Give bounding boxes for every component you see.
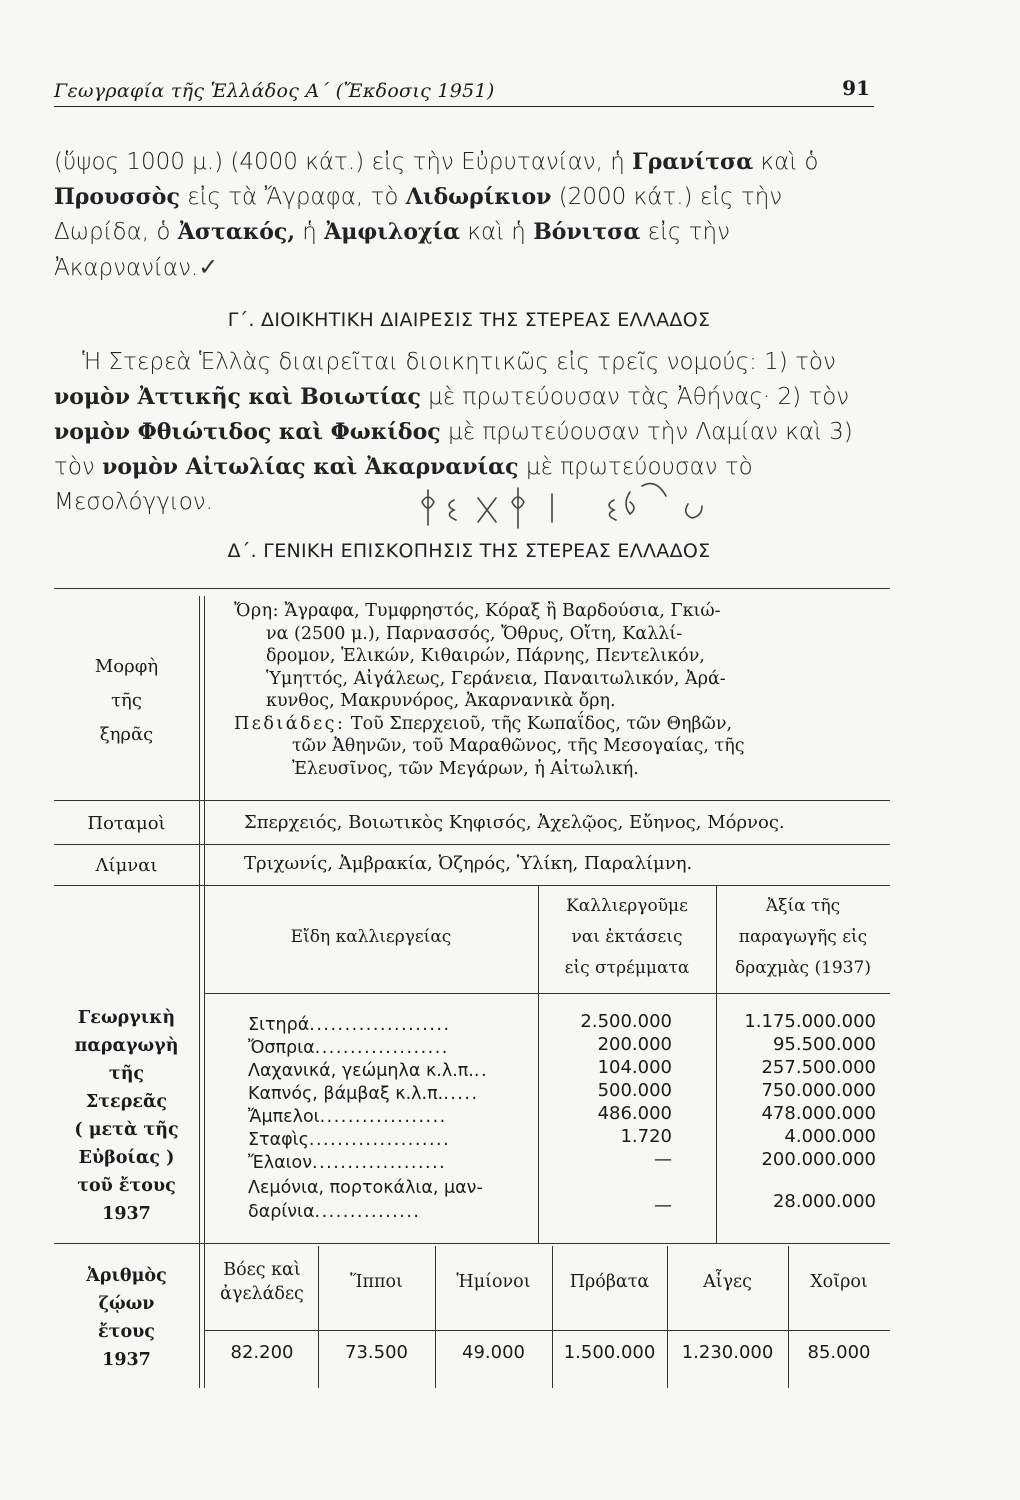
table-rule [54,800,890,801]
mountains-cell: Ὄρη: Ἄγραφα, Τυμφρηστός, Κόραξ ἢ Βαρδούσια, Γκιώ- να (2500 μ.), Παρνασσός, Ὄθρυς, Οἴτη, Καλλί- δρομον, Ἑλικών, Κιθαιρών, Πάρνης, Πεντελικόν, Ὑμηττός, Αἰγάλεως, Γεράνεια, Παναιτωλικόν, Ἀρά- κυνθος, Μακρυνόρος, Ἀκαρνανικὰ ὄρη. Πεδιάδες: Τοῦ Σπερχειοῦ, τῆς Κωπαΐδος, τῶν Θηβῶν, τῶν Ἀθηνῶν, τοῦ Μαραθῶνος, τῆς Μεσογαίας, τῆς Ἐλευσῖνος, τῶν Μεγάρων, ἡ Αἰτωλική. [234,601,745,779]
animal-header-goats: Αἶγες [703,1272,752,1292]
animal-header-horses: Ἵπποι [350,1272,403,1292]
value-citrus: 28.000.000 [772,1191,876,1212]
area-legumes: 200.000 [597,1034,672,1055]
crop-row-raisins: Σταφὶς.................... [248,1130,451,1150]
animal-value-cattle: 82.200 [230,1342,294,1363]
crop-value-header: Ἀξία τῆς παραγωγῆς εἰς δραχμὰς (1937) [735,896,871,978]
animals-label: Ἀριθμὸς ζῴων ἔτους 1937 [86,1266,167,1370]
lakes-value: Τριχωνίς, Ἀμβρακία, Ὀζηρός, Ὑλίκη, Παραλίμνη. [244,853,693,874]
intro-paragraph: (ὕψος 1000 μ.) (4000 κάτ.) εἰς τὴν Εὐρυτανίαν, ἡ Γρανίτσα καὶ ὁ Προυσσὸς εἰς τὰ Ἄγραφα, τὸ Λιδωρίκιον (2000 κάτ.) εἰς τὴν Δωρίδα, ὁ Ἀστακός, ἡ Ἀμφιλοχία καὶ ἡ Βόνιτσα εἰς τὴν Ἀκαρνανίαν.✓ [54,149,819,281]
value-vineyards: 478.000.000 [761,1103,876,1124]
area-cereals: 2.500.000 [580,1011,672,1032]
table-rule [318,1246,319,1388]
area-vegetables: 104.000 [597,1057,672,1078]
table-rule [54,588,890,589]
table-rule [199,596,200,1388]
crop-kind-header: Εἴδη καλλιεργείας [290,927,452,947]
section-d-heading: Δ΄. ΓΕΝΙΚΗ ΕΠΙΣΚΟΠΗΣΙΣ ΤΗΣ ΣΤΕΡΕΑΣ ΕΛΛΑΔΟΣ [227,540,711,562]
animal-header-pigs: Χοῖροι [810,1272,868,1292]
rivers-label: Ποταμοὶ [87,813,166,834]
overview-table [54,588,890,1388]
area-citrus: — [654,1195,672,1216]
table-rule [788,1246,789,1388]
value-legumes: 95.500.000 [772,1034,876,1055]
value-olive-oil: 200.000.000 [761,1149,876,1170]
table-rule [667,1246,668,1388]
table-rule [204,596,205,1388]
value-raisins: 4.000.000 [784,1126,876,1147]
crop-row-vineyards: Ἄμπελοι.................. [248,1107,447,1127]
agriculture-label: Γεωργικὴ παραγωγὴ τῆς Στερεᾶς ( μετὰ τῆς Εὐβοίας ) τοῦ ἔτους 1937 [74,1008,179,1224]
area-olive-oil: — [654,1149,672,1170]
header-title: Γεωγραφία τῆς Ἑλλάδος Α΄ (Ἔκδοσις 1951) [54,80,495,102]
section-g-heading: Γ΄. ΔΙΟΙΚΗΤΙΚΗ ΔΙΑΙΡΕΣΙΣ ΤΗΣ ΣΤΕΡΕΑΣ ΕΛΛΑΔΟΣ [227,309,711,331]
crop-area-header: Καλλιεργοῦμε ναι ἐκτάσεις εἰς στρέμματα [564,896,690,978]
table-rule [54,885,890,886]
animal-value-horses: 73.500 [345,1342,408,1363]
table-rule [552,1246,553,1388]
table-rule [435,1246,436,1388]
handwritten-scribble [416,480,726,540]
animal-value-mules: 49.000 [462,1342,525,1363]
animal-header-cattle: Βόες καὶ ἀγελάδες [220,1260,304,1304]
check-mark-icon: ✓ [198,253,219,281]
crop-row-legumes: Ὄσπρια................... [248,1038,449,1058]
crop-row-tobacco: Καπνός, βάμβαξ κ.λ.π...... [248,1084,479,1104]
table-rule [54,1243,890,1244]
lakes-label: Λίμναι [95,855,158,876]
animal-value-sheep: 1.500.000 [563,1342,656,1363]
value-vegetables: 257.500.000 [761,1057,876,1078]
area-raisins: 1.720 [620,1126,672,1147]
crop-row-cereals: Σιτηρά.................... [248,1015,451,1035]
crop-row-citrus: Λεμόνια, πορτοκάλια, μαν- δαρίνια............... [248,1178,483,1222]
animal-header-sheep: Πρόβατα [569,1272,650,1292]
page-number: 91 [842,76,870,100]
section-g-paragraph: Ἡ Στερεὰ Ἑλλὰς διαιρεῖται διοικητικῶς εἰς τρεῖς νομούς: 1) τὸν νομὸν Ἀττικῆς καὶ Βοιωτίας μὲ πρωτεύουσαν τὰς Ἀθήνας· 2) τὸν νομὸν Φθιώτιδος καὶ Φωκίδος μὲ πρωτεύουσαν τὴν Λαμίαν καὶ 3) τὸν νομὸν Αἰτωλίας καὶ Ἀκαρνανίας μὲ πρωτεύουσαν τὸ Μεσολόγγιον. [54,349,853,515]
value-cereals: 1.175.000.000 [744,1011,876,1032]
animal-header-mules: Ἡμίονοι [456,1272,531,1292]
animal-value-pigs: 85.000 [807,1342,871,1363]
crop-row-olive-oil: Ἔλαιον................... [248,1153,447,1173]
relief-label: Μορφὴ τῆς ξηρᾶς [94,656,159,745]
table-rule [54,844,890,845]
crop-row-vegetables: Λαχανικά, γεώμηλα κ.λ.π... [248,1061,489,1081]
area-vineyards: 486.000 [597,1103,672,1124]
value-tobacco: 750.000.000 [761,1080,876,1101]
rivers-value: Σπερχειός, Βοιωτικὸς Κηφισός, Ἀχελῷος, Εὔηνος, Μόρνος. [244,812,785,833]
running-header [54,76,874,107]
animal-value-goats: 1.230.000 [681,1342,774,1363]
area-tobacco: 500.000 [597,1080,672,1101]
table-rule [204,993,890,994]
